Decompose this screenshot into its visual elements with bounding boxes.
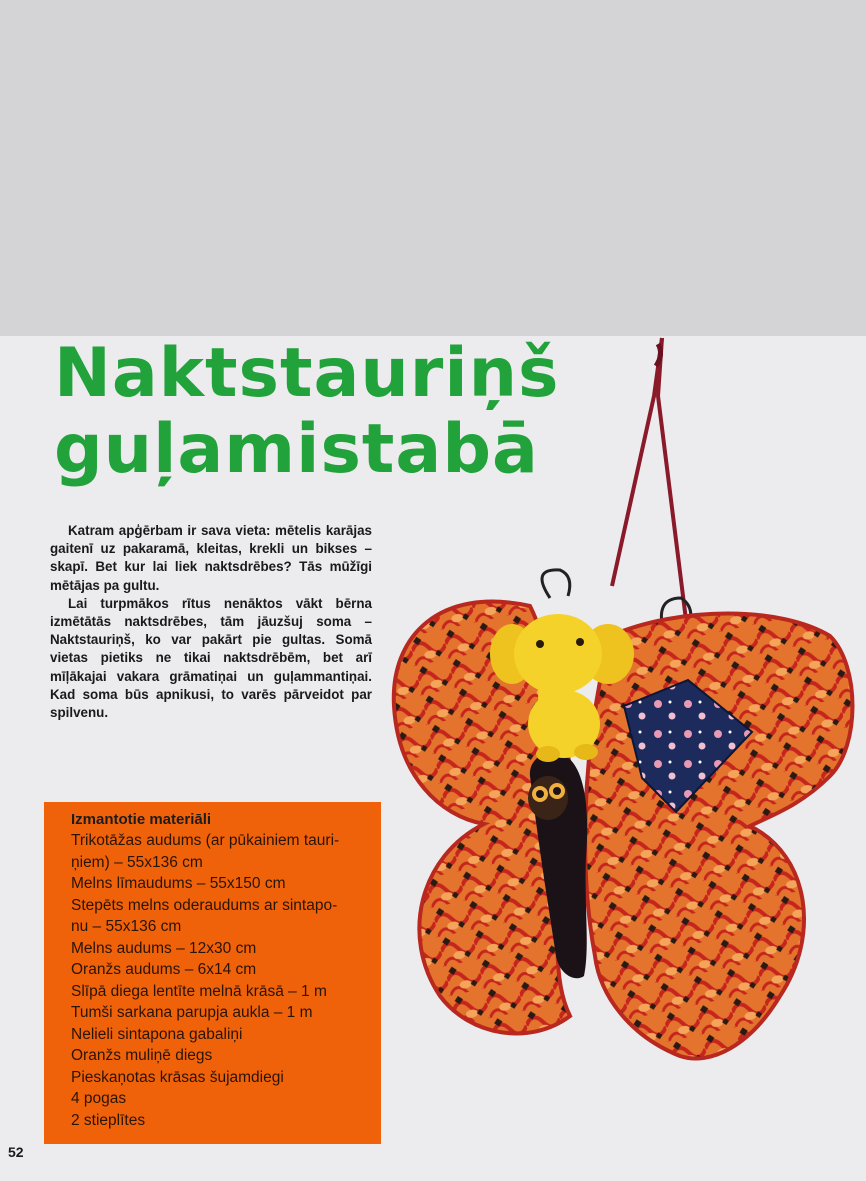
materials-item: Pieskaņotas krāsas šujamdiegi bbox=[71, 1068, 284, 1086]
title-line-2: guļamistabā bbox=[54, 410, 539, 489]
butterfly-bag-photo bbox=[380, 336, 866, 1181]
materials-item: Oranžs muliņē diegs bbox=[71, 1047, 213, 1064]
materials-item: Trikotāžas audums (ar pūkainiem tauri- bbox=[71, 832, 340, 849]
materials-item: Melns audums – 12x30 cm bbox=[71, 939, 257, 957]
materials-item: Slīpā diega lentīte melnā krāsā – 1 m bbox=[71, 982, 327, 1000]
intro-paragraph-2: Lai turpmākos rītus nenāktos vākt bērna izmētātās naktsdrēbes, tām jāuzšuj soma – Naktstauriņš, ko var pakārt pie gultas. Somā vietas pietiks ne tikai naktsdrēbēm, bet arī mīļākajai vakara grāmatiņai un guļammantiņai. Kad soma būs apnikusi, to varēs pārveidot par spilvenu. bbox=[50, 595, 372, 721]
materials-list bbox=[71, 830, 371, 1131]
materials-item: Melns līmaudums – 55x150 cm bbox=[71, 875, 286, 892]
materials-item: Oranžs audums – 6x14 cm bbox=[71, 961, 257, 978]
materials-item: nu – 55x136 cm bbox=[71, 918, 182, 935]
magazine-page bbox=[0, 336, 866, 1181]
materials-item: 4 pogas bbox=[71, 1090, 127, 1107]
page-number: 52 bbox=[8, 1144, 24, 1160]
materials-heading: Izmantotie materiāli bbox=[71, 811, 212, 828]
materials-box bbox=[44, 802, 381, 1144]
materials-item: ņiem) – 55x136 cm bbox=[71, 853, 203, 871]
title-line-1: Naktstauriņš bbox=[54, 336, 560, 413]
materials-item: Nelieli sintapona gabaliņi bbox=[71, 1025, 243, 1043]
materials-item: 2 stieplītes bbox=[71, 1111, 146, 1129]
materials-item: Tumši sarkana parupja aukla – 1 m bbox=[71, 1004, 313, 1021]
intro-paragraph-1: Katram apģērbam ir sava vieta: mētelis karājas gaitenī uz pakaramā, kleitas, krekli un bikses – skapī. Bet kur lai liek naktsdrēbes? Tās mūžīgi mētājas pa gultu. bbox=[50, 523, 372, 593]
intro-text bbox=[50, 522, 372, 722]
materials-item: Stepēts melns oderaudums ar sintapo- bbox=[71, 896, 338, 914]
